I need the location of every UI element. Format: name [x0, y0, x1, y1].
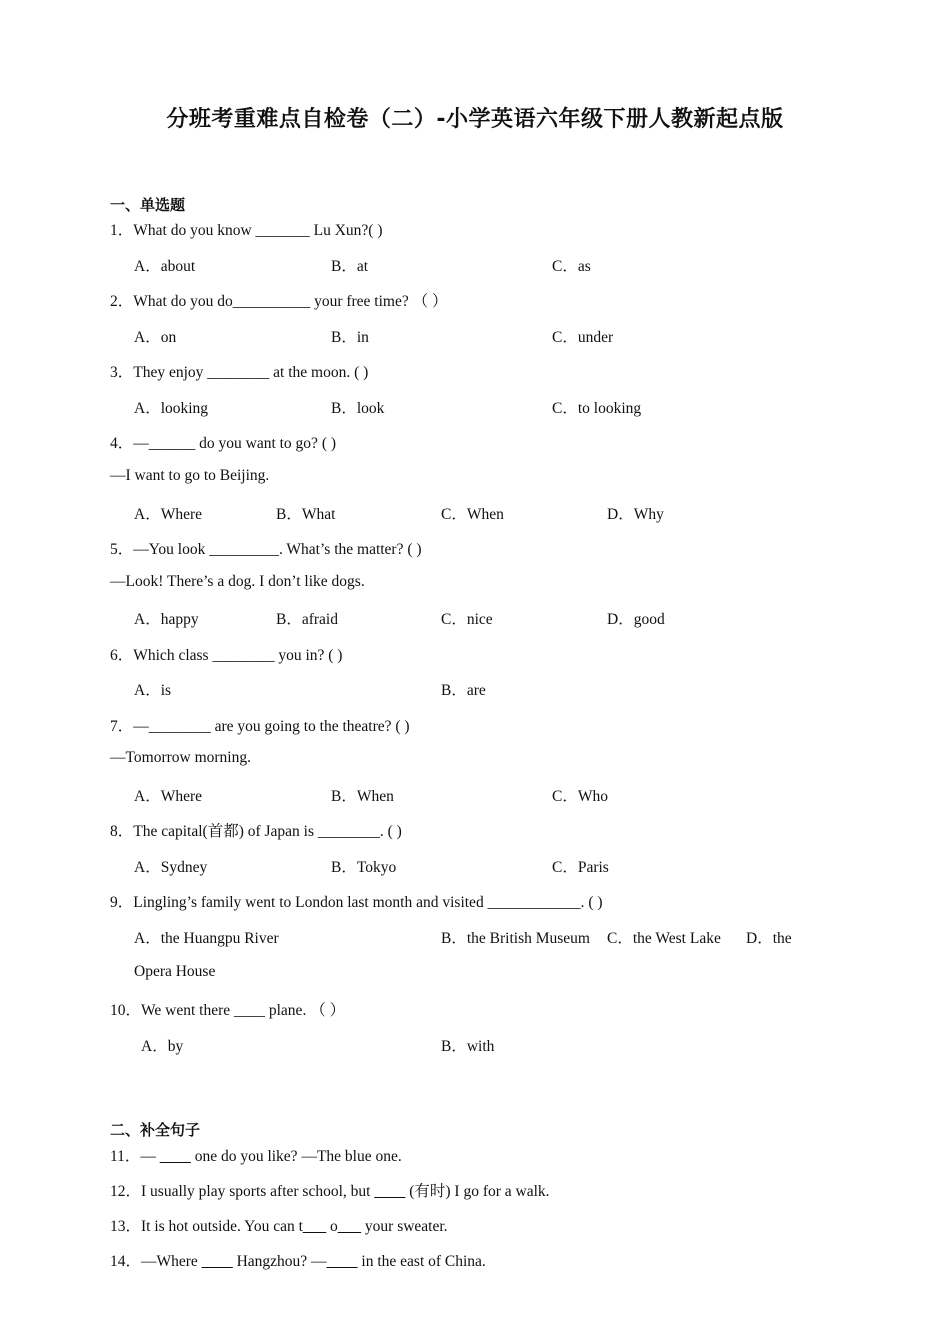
question-2-option-c: C．under: [552, 329, 614, 346]
question-5-option-d: D．good: [607, 611, 665, 628]
question-9-option-c: C．the West Lake: [607, 930, 721, 947]
question-4-option-d: D．Why: [607, 506, 664, 523]
question-1-option-c: C．as: [552, 258, 591, 275]
question-7-option-c: C．Who: [552, 788, 608, 805]
question-14-text-end: in the east of China.: [357, 1253, 486, 1270]
question-4-reply: —I want to go to Beijing.: [110, 467, 270, 484]
page-title: 分班考重难点自检卷（二）-小学英语六年级下册人教新起点版: [166, 107, 784, 132]
question-11-text-end: one do you like? —The blue one.: [190, 1148, 402, 1165]
question-9-option-b: B．the British Museum: [441, 930, 590, 947]
question-3-option-b: B．look: [331, 400, 385, 417]
question-9-stem: 9．Lingling’s family went to London last month and visited ____________. ( ): [110, 894, 603, 911]
question-11-text-start: 11．—: [110, 1148, 160, 1165]
question-4-option-c: C．When: [441, 506, 504, 523]
question-14: [110, 1249, 486, 1271]
question-4-option-b: B．What: [276, 506, 336, 523]
question-5-reply: —Look! There’s a dog. I don’t like dogs.: [110, 573, 365, 590]
question-8-option-b: B．Tokyo: [331, 859, 397, 876]
question-7-option-b: B．When: [331, 788, 394, 805]
question-1-stem: 1．What do you know _______ Lu Xun?( ): [110, 222, 383, 239]
question-10-option-a: A．by: [141, 1038, 184, 1055]
question-13-blank-1: ___: [302, 1218, 327, 1235]
question-12: [110, 1179, 550, 1201]
question-5-stem: 5．—You look _________. What’s the matter? ( ): [110, 541, 422, 558]
question-13-blank-2: ___: [337, 1218, 362, 1235]
question-12-text-start: 12．I usually play sports after school, but: [110, 1183, 375, 1200]
question-3-option-c: C．to looking: [552, 400, 642, 417]
question-8-option-a: A．Sydney: [134, 859, 208, 876]
question-2-option-a: A．on: [134, 329, 177, 346]
question-5-option-c: C．nice: [441, 611, 493, 628]
question-13: [110, 1214, 448, 1236]
question-5-option-a: A．happy: [134, 611, 199, 628]
question-7-reply: —Tomorrow morning.: [110, 749, 251, 766]
question-4-stem: 4．—______ do you want to go? ( ): [110, 435, 337, 452]
question-14-blank-2: ____: [326, 1253, 358, 1270]
question-14-text-mid: Hangzhou? —: [232, 1253, 327, 1270]
question-13-text-start: 13．It is hot outside. You can t: [110, 1218, 303, 1235]
question-4-option-a: A．Where: [134, 506, 202, 523]
question-10-stem: 10．We went there ____ plane. （ ）: [110, 1002, 346, 1019]
question-6-option-b: B．are: [441, 682, 486, 699]
question-11: [110, 1144, 402, 1166]
question-11-blank: ____: [159, 1148, 191, 1165]
question-7-stem: 7．—________ are you going to the theatre? ( ): [110, 718, 410, 735]
question-5-option-b: B．afraid: [276, 611, 338, 628]
question-12-text-end: (有时) I go for a walk.: [405, 1183, 550, 1200]
question-2-option-b: B．in: [331, 329, 369, 346]
question-9-option-d: D．the: [746, 930, 792, 947]
question-3-option-a: A．looking: [134, 400, 209, 417]
question-8-option-c: C．Paris: [552, 859, 609, 876]
question-7-option-a: A．Where: [134, 788, 202, 805]
question-2-stem: 2．What do you do__________ your free time? （ ）: [110, 293, 448, 310]
question-14-blank-1: ____: [201, 1253, 233, 1270]
question-6-option-a: A．is: [134, 682, 172, 699]
question-6-stem: 6．Which class ________ you in? ( ): [110, 647, 343, 664]
question-14-text-start: 14．—Where: [110, 1253, 202, 1270]
question-12-blank: ____: [374, 1183, 406, 1200]
question-9-option-d-continued: Opera House: [134, 963, 216, 980]
question-13-text-end: your sweater.: [361, 1218, 448, 1235]
question-3-stem: 3．They enjoy ________ at the moon. ( ): [110, 364, 369, 381]
question-8-stem: 8．The capital(首都) of Japan is ________. ( ): [110, 823, 402, 840]
question-1-option-a: A．about: [134, 258, 196, 275]
section-heading-complete-sentences: 二、补全句子: [110, 1121, 201, 1139]
section-heading-single-choice: 一、单选题: [110, 196, 186, 214]
question-13-text-mid: o: [326, 1218, 338, 1235]
question-10-option-b: B．with: [441, 1038, 495, 1055]
question-9-option-a: A．the Huangpu River: [134, 930, 279, 947]
question-1-option-b: B．at: [331, 258, 369, 275]
